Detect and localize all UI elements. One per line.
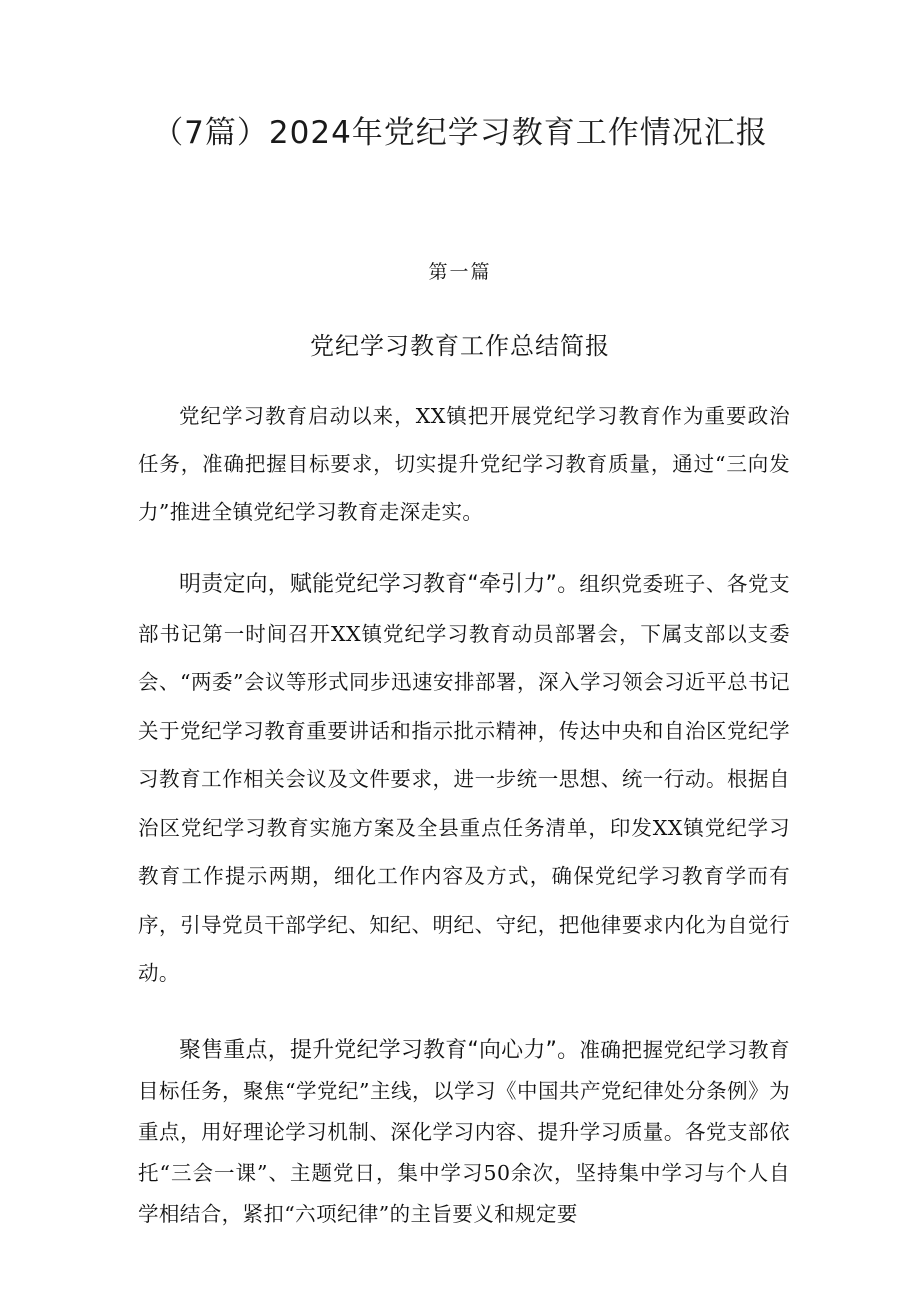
section-lead-1: 明责定向，赋能党纪学习教育“牵引力”。 [179, 572, 580, 597]
intro-paragraph: 党纪学习教育启动以来，XX镇把开展党纪学习教育作为重要政治任务，准确把握目标要求，切实提升党纪学习教育质量，通过“三向发力”推进全镇党纪学习教育走深走实。 [138, 404, 790, 524]
section-lead-2: 聚售重点，提升党纪学习教育“向心力”。 [179, 1038, 580, 1063]
section-body-2: 准确把握党纪学习教育目标任务，聚焦“学党纪”主线，以学习《中国共产党纪律处分条例》为重点，用好理论学习机制、深化学习内容、提升学习质量。各党支部依托“三会一课”、主题党日，集中学习50余次，坚持集中学习与个人自学相结合，紧扣“六项纪律”的主旨要义和规定要 [138, 1038, 790, 1226]
section-paragraph-2 [138, 1030, 790, 1235]
section-body-1: 组织党委班子、各党支部书记第一时间召开XX镇党纪学习教育动员部署会，下属支部以支委会、“两委”会议等形式同步迅速安排部署，深入学习领会习近平总书记关于党纪学习教育重要讲话和指示批示精神，传达中央和自治区党纪学习教育工作相关会议及文件要求，进一步统一思想、统一行动。根据自治区党纪学习教育实施方案及全县重点任务清单，印发XX镇党纪学习教育工作提示两期，细化工作内容及方式，确保党纪学习教育学而有序，引导党员干部学纪、知纪、明纪、守纪，把他律要求内化为自觉行动。 [138, 572, 790, 985]
report-subtitle: 党纪学习教育工作总结简报 [310, 332, 610, 360]
section-paragraph-1 [138, 560, 790, 998]
document-title: （7篇）2024年党纪学习教育工作情况汇报 [152, 115, 768, 151]
section-label: 第一篇 [428, 261, 492, 283]
